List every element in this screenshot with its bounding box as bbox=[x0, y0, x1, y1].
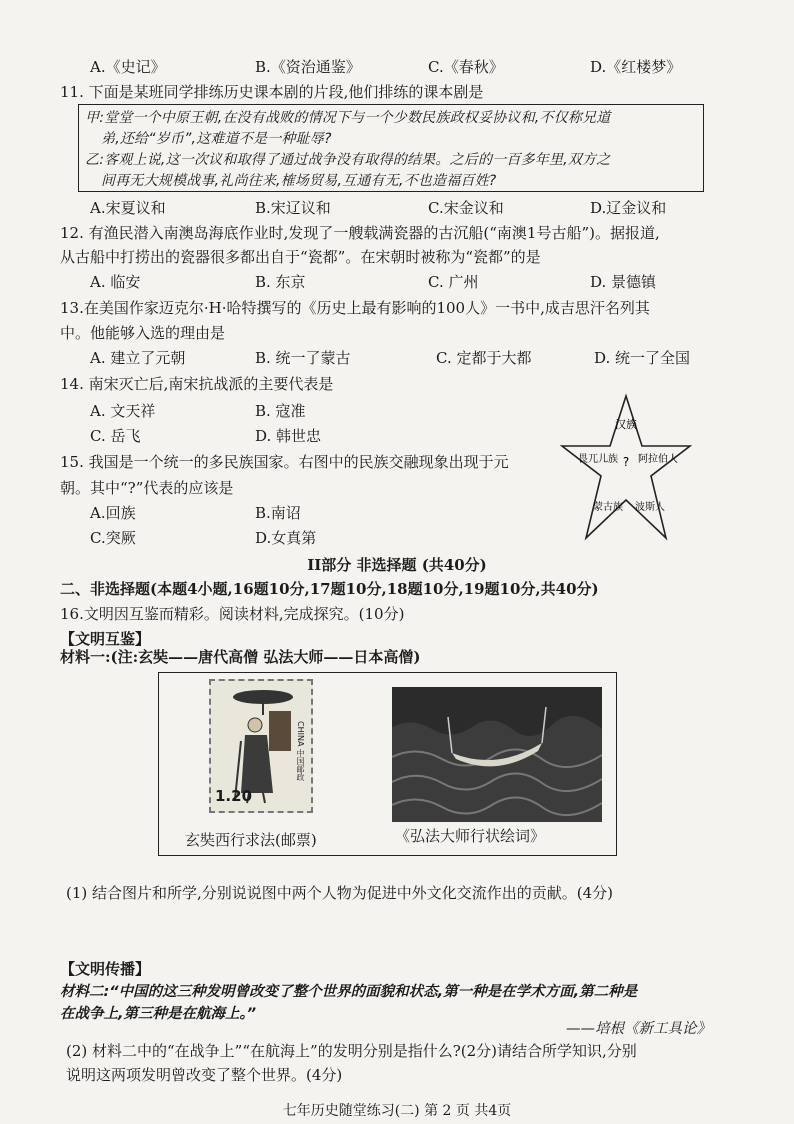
q14-option-c: C. 岳飞 bbox=[90, 427, 141, 445]
part2-section-heading: 二、非选择题(本题4小题,16题10分,17题10分,18题10分,19题10分,共40分) bbox=[60, 580, 599, 598]
star-label-right: 阿拉伯人 bbox=[638, 454, 678, 465]
q11-option-a: A.宋夏议和 bbox=[90, 199, 166, 217]
q16-subquestion-2-line1: (2) 材料二中的“在战争上”“在航海上”的发明分别是指什么?(2分)请结合所学知识,分别 bbox=[66, 1042, 637, 1060]
q14-stem: 14. 南宋灭亡后,南宋抗战派的主要代表是 bbox=[60, 375, 334, 393]
q13-option-d: D. 统一了全国 bbox=[594, 349, 691, 367]
q15-option-a: A.回族 bbox=[90, 504, 136, 522]
q11-option-d: D.辽金议和 bbox=[590, 199, 667, 217]
star-label-top: 汉族 bbox=[615, 418, 637, 431]
q11-option-c: C.宋金议和 bbox=[428, 199, 504, 217]
xuanzang-stamp bbox=[209, 679, 313, 813]
q10-option-c: C.《春秋》 bbox=[428, 58, 504, 76]
material2-line2: 在战争上,第三种是在航海上。” bbox=[60, 1006, 257, 1022]
ethnic-star-diagram bbox=[560, 392, 692, 542]
q12-option-a: A. 临安 bbox=[90, 273, 141, 291]
q12-option-d: D. 景德镇 bbox=[590, 273, 657, 291]
star-label-center: ? bbox=[622, 455, 630, 469]
q11-dialogue-box bbox=[78, 104, 704, 192]
q16-subquestion-1: (1) 结合图片和所学,分别说说图中两个人物为促进中外文化交流作出的贡献。(4分) bbox=[66, 884, 614, 902]
q11-box-line1: 甲:堂堂一个中原王朝,在没有战败的情况下与一个少数民族政权妥协议和,不仅称兄道 bbox=[85, 110, 611, 126]
material1-images bbox=[158, 672, 617, 856]
q13-option-b: B. 统一了蒙古 bbox=[255, 349, 351, 367]
q12-line1: 12. 有渔民潜入南澳岛海底作业时,发现了一艘载满瓷器的古沉船(“南澳1号古船”)。据报道, bbox=[60, 224, 660, 242]
q13-option-c: C. 定都于大都 bbox=[436, 349, 532, 367]
q12-option-c: C. 广州 bbox=[428, 273, 479, 291]
q13-line1: 13.在美国作家迈克尔·H·哈特撰写的《历史上最有影响的100人》一书中,成吉思汗名列其 bbox=[60, 299, 650, 317]
material2-line1: 材料二:“中国的这三种发明曾改变了整个世界的面貌和状态,第一种是在学术方面,第二种是 bbox=[60, 984, 638, 1000]
q10-option-a: A.《史记》 bbox=[90, 58, 166, 76]
mutual-heading: 【文明互鉴】 bbox=[60, 630, 151, 648]
material2-source: ——培根《新工具论》 bbox=[566, 1021, 711, 1037]
stamp-country: CHINA 中国邮政 bbox=[296, 721, 305, 781]
q10-option-b: B.《资治通鉴》 bbox=[255, 58, 361, 76]
q12-line2: 从古船中打捞出的瓷器很多都出自于“瓷都”。在宋朝时被称为“瓷都”的是 bbox=[60, 248, 541, 266]
star-label-bottom-left: 蒙古族 bbox=[593, 502, 623, 513]
q16-stem: 16.文明因互鉴而精彩。阅读材料,完成探究。(10分) bbox=[60, 605, 405, 623]
q15-option-d: D.女真第 bbox=[255, 529, 317, 547]
q11-box-line2: 弟,还给“岁币”,这难道不是一种耻辱? bbox=[101, 131, 332, 147]
star-outline bbox=[560, 392, 692, 542]
page-footer: 七年历史随堂练习(二) 第 2 页 共4页 bbox=[282, 1103, 512, 1119]
material1-note: 材料一:(注:玄奘——唐代高僧 弘法大师——日本高僧) bbox=[60, 648, 421, 666]
q13-line2: 中。他能够入选的理由是 bbox=[60, 324, 226, 342]
q11-box-line3: 乙:客观上说,这一次议和取得了通过战争没有取得的结果。之后的一百多年里,双方之 bbox=[85, 152, 611, 168]
q11-option-b: B.宋辽议和 bbox=[255, 199, 331, 217]
q16-subquestion-2-line2: 说明这两项发明曾改变了整个世界。(4分) bbox=[66, 1066, 343, 1084]
caption-painting: 《弘法大师行状绘词》 bbox=[395, 827, 546, 845]
q10-option-d: D.《红楼梦》 bbox=[590, 58, 682, 76]
q15-line2: 朝。其中“?”代表的应该是 bbox=[60, 479, 234, 497]
q12-option-b: B. 东京 bbox=[255, 273, 306, 291]
star-label-left: 畏兀儿族 bbox=[578, 454, 618, 465]
q15-line1: 15. 我国是一个统一的多民族国家。右图中的民族交融现象出现于元 bbox=[60, 453, 509, 471]
stamp-value: 1.20 bbox=[215, 787, 253, 805]
q15-option-c: C.突厥 bbox=[90, 529, 136, 547]
q14-option-a: A. 文天祥 bbox=[90, 402, 156, 420]
q11-stem: 11. 下面是某班同学排练历史课本剧的片段,他们排练的课本剧是 bbox=[60, 83, 484, 101]
kobo-daishi-painting bbox=[392, 687, 602, 822]
sea-voyage-image bbox=[392, 687, 602, 822]
q15-option-b: B.南诏 bbox=[255, 504, 301, 522]
q11-box-line4: 间再无大规模战事,礼尚往来,榷场贸易,互通有无,不也造福百姓? bbox=[101, 173, 497, 189]
caption-stamp: 玄奘西行求法(邮票) bbox=[185, 831, 317, 849]
q14-option-d: D. 韩世忠 bbox=[255, 427, 322, 445]
q13-option-a: A. 建立了元朝 bbox=[90, 349, 186, 367]
star-label-bottom-right: 波斯人 bbox=[635, 502, 665, 513]
q14-option-b: B. 寇准 bbox=[255, 402, 306, 420]
part2-title: II部分 非选择题 (共40分) bbox=[307, 556, 487, 574]
spread-heading: 【文明传播】 bbox=[60, 960, 151, 978]
